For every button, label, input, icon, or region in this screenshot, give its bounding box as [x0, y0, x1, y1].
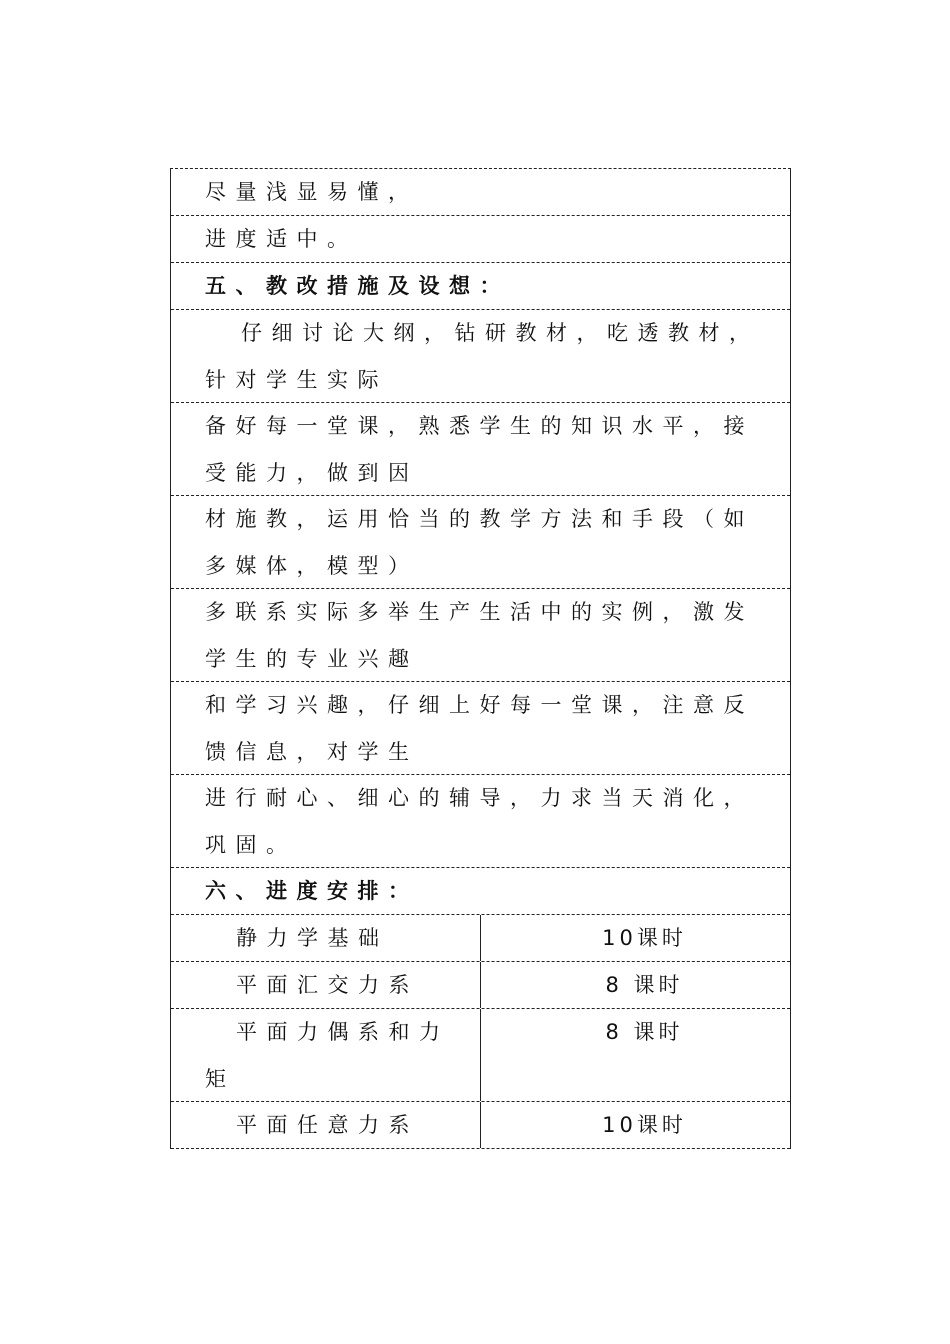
schedule-row [171, 1009, 790, 1102]
row-text: 备好每一堂课，熟悉学生的知识水平，接 [205, 414, 754, 438]
topic-text: 矩 [205, 1066, 236, 1091]
schedule-topic [171, 1102, 481, 1148]
topic-text: 平面任意力系 [236, 1113, 419, 1137]
schedule-hours: 8 课时 [605, 1020, 684, 1044]
schedule-hours: 10课时 [602, 1113, 687, 1137]
row-text: 进度适中。 [205, 227, 358, 251]
schedule-topic [171, 962, 481, 1008]
table-row [171, 403, 790, 496]
table-row [171, 310, 790, 403]
row-text: 学生的专业兴趣 [205, 646, 419, 671]
schedule-row [171, 1102, 790, 1149]
table-row [171, 496, 790, 589]
row-text: 和学习兴趣，仔细上好每一堂课，注意反 [205, 693, 754, 717]
row-text: 馈信息，对学生 [205, 739, 419, 764]
topic-text: 静力学基础 [236, 926, 389, 950]
schedule-row [171, 915, 790, 962]
row-text: 尽量浅显易懂， [205, 180, 419, 204]
topic-text: 平面汇交力系 [236, 973, 419, 997]
table-row [171, 589, 790, 682]
schedule-topic [171, 1009, 481, 1101]
table-row [171, 775, 790, 868]
table-row [171, 216, 790, 263]
schedule-hours: 8 课时 [605, 973, 684, 997]
table-row [171, 682, 790, 775]
section-heading-five [171, 263, 790, 310]
row-text: 针对学生实际 [205, 367, 388, 392]
row-text: 材施教，运用恰当的教学方法和手段（如 [205, 507, 754, 531]
row-text: 受能力，做到因 [205, 460, 419, 485]
schedule-topic [171, 915, 481, 961]
document-table [170, 168, 791, 1149]
row-text: 进行耐心、细心的辅导，力求当天消化， [205, 786, 754, 810]
row-text: 巩固。 [205, 832, 297, 857]
heading-text: 六、进度安排： [205, 879, 419, 903]
row-text: 仔细讨论大纲，钻研教材，吃透教材， [241, 321, 760, 345]
heading-text: 五、教改措施及设想： [205, 274, 510, 298]
topic-text: 平面力偶系和力 [236, 1020, 450, 1044]
row-text: 多媒体，模型） [205, 553, 419, 578]
row-text: 多联系实际多举生产生活中的实例，激发 [205, 600, 754, 624]
table-row [171, 169, 790, 216]
schedule-hours: 10课时 [602, 926, 687, 950]
schedule-row [171, 962, 790, 1009]
section-heading-six [171, 868, 790, 915]
